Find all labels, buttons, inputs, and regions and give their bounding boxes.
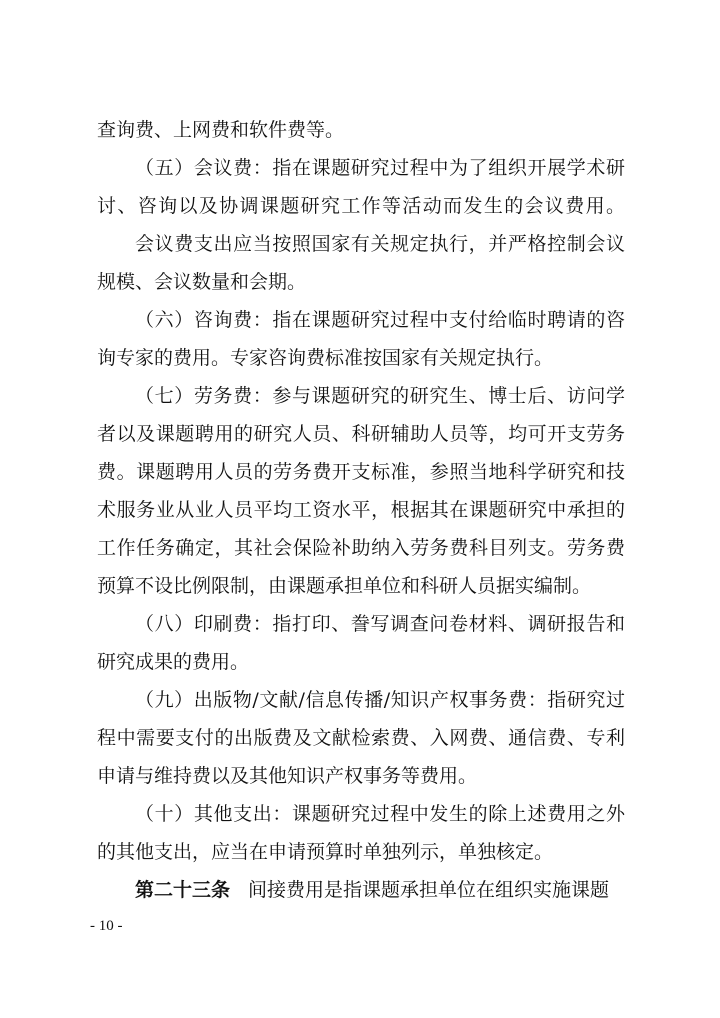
paragraph-line: 程中需要支付的出版费及文献检索费、入网费、通信费、专利 — [97, 727, 625, 749]
paragraph-line: 查询费、上网费和软件费等。 — [97, 119, 345, 141]
paragraph-line: （八）印刷费：指打印、誊写调查问卷材料、调研报告和 — [135, 613, 625, 635]
paragraph-line: （十）其他支出：课题研究过程中发生的除上述费用之外 — [135, 803, 625, 825]
paragraph-line: 术服务业从业人员平均工资水平，根据其在课题研究中承担的 — [97, 499, 625, 521]
paragraph-line: 工作任务确定，其社会保险补助纳入劳务费科目列支。劳务费 — [97, 537, 625, 559]
article-text: 间接费用是指课题承担单位在组织实施课题 — [248, 879, 610, 901]
article-line — [135, 872, 625, 908]
paragraph-line: 研究成果的费用。 — [97, 651, 250, 673]
paragraph-line: 询专家的费用。专家咨询费标准按国家有关规定执行。 — [97, 347, 554, 369]
page-number: - 10 - — [90, 918, 123, 934]
paragraph-line: 预算不设比例限制，由课题承担单位和科研人员据实编制。 — [97, 575, 592, 597]
paragraph-line: （七）劳务费：参与课题研究的研究生、博士后、访问学 — [135, 385, 625, 407]
paragraph-line: 费。课题聘用人员的劳务费开支标准，参照当地科学研究和技 — [97, 461, 625, 483]
paragraph-line: （五）会议费：指在课题研究过程中为了组织开展学术研 — [135, 157, 625, 179]
paragraph-line: 申请与维持费以及其他知识产权事务等费用。 — [97, 765, 478, 787]
paragraph-line: （六）咨询费：指在课题研究过程中支付给临时聘请的咨 — [135, 309, 625, 331]
paragraph-line: （九）出版物/文献/信息传播/知识产权事务费：指研究过 — [135, 689, 625, 711]
paragraph-line: 会议费支出应当按照国家有关规定执行，并严格控制会议 — [135, 233, 625, 255]
paragraph-line: 的其他支出，应当在申请预算时单独列示，单独核定。 — [97, 841, 554, 863]
paragraph-line: 者以及课题聘用的研究人员、科研辅助人员等，均可开支劳务 — [97, 423, 625, 445]
paragraph-line: 规模、会议数量和会期。 — [97, 271, 307, 293]
article-number: 第二十三条 — [135, 879, 231, 901]
paragraph-line: 讨、咨询以及协调课题研究工作等活动而发生的会议费用。 — [97, 195, 625, 217]
